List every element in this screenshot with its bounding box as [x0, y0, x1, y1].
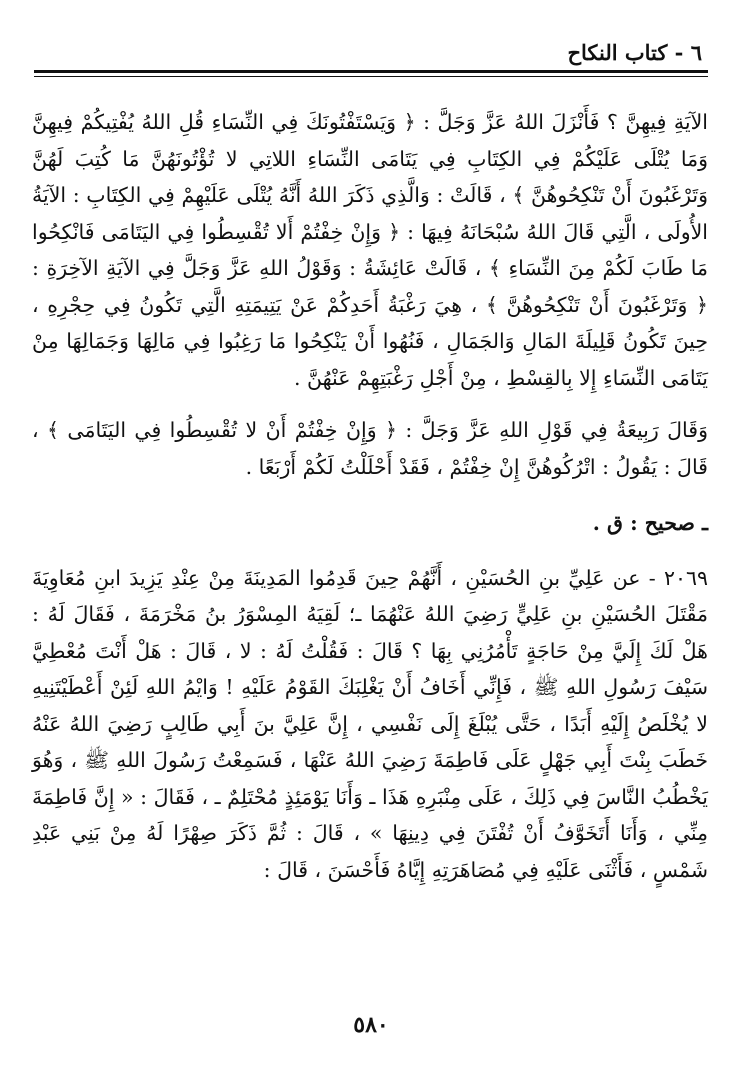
- grading-note: ـ صحيح : ق .: [592, 511, 708, 535]
- body-text: [32, 104, 708, 888]
- header-rule-thick: [34, 70, 708, 73]
- paragraph-rabia: وَقَالَ رَبِيعَةُ فِي قَوْلِ اللهِ عَزَّ وَجَلَّ : ﴿ وَإِنْ خِفْتُمْ أَنْ لا تُقْسِطُوا فِي اليَتَامَى ﴾ ، قَالَ : يَقُولُ : اتْرُكُوهُنَّ إِنْ خِفْتُمْ ، فَقَدْ أَحْلَلْتُ لَكُمْ أَرْبَعًا .: [32, 418, 708, 479]
- running-head: ٦ - كتاب النكاح: [567, 40, 702, 65]
- page-number: ٥٨٠: [353, 1012, 389, 1038]
- hadith-2069: ٢٠٦٩ - عن عَلِيِّ بنِ الحُسَيْنِ ، أَنَّهُمْ حِينَ قَدِمُوا المَدِينَةَ مِنْ عِنْدِ يَزِيدَ ابنِ مُعَاوِيَةَ مَقْتَلَ الحُسَيْنِ بنِ عَلِيٍّ رَضِيَ اللهُ عَنْهُمَا ـ؛ لَقِيَهُ المِسْوَرُ بنُ مَخْرَمَةَ ، فَقَالَ لَهُ : هَلْ لَكَ إِلَيَّ مِنْ حَاجَةٍ تَأْمُرُنِي بِهَا ؟ قَالَ : فَقُلْتُ لَهُ : لا ، قَالَ : هَلْ أَنْتَ مُعْطِيَّ سَيْفَ رَسُولِ اللهِ ﷺ ، فَإِنِّي أَخَافُ أَنْ يَغْلِبَكَ القَوْمُ عَلَيْهِ ! وَايْمُ اللهِ لَئِنْ أَعْطَيْتَنِيهِ لا يُخْلَصُ إِلَيْهِ أَبَدًا ، حَتَّى يُبْلَغَ إِلَى نَفْسِي ، إِنَّ عَلِيَّ بنَ أَبِي طَالِبٍ رَضِيَ اللهُ عَنْهُ خَطَبَ بِنْتَ أَبِي جَهْلٍ عَلَى فَاطِمَةَ رَضِيَ اللهُ عَنْهَا ، فَسَمِعْتُ رَسُولَ اللهِ ﷺ ، وَهُوَ يَخْطُبُ النَّاسَ فِي ذَلِكَ ، عَلَى مِنْبَرِهِ هَذَا ـ وَأَنَا يَوْمَئِذٍ مُحْتَلِمٌ ـ ، فَقَالَ : « إِنَّ فَاطِمَةَ مِنِّي ، وَأَنَا أَتَخَوَّفُ أَنْ تُفْتَنَ فِي دِينِهَا » ، قَالَ : ثُمَّ ذَكَرَ صِهْرًا لَهُ مِنْ بَنِي عَبْدِ شَمْسٍ ، فَأَثْنَى عَلَيْهِ فِي مُصَاهَرَتِهِ إِيَّاهُ فَأَحْسَنَ ، قَالَ :: [32, 565, 708, 882]
- header-rule-thin: [34, 76, 708, 77]
- paragraph-tafsir-aisha: الآيَةِ فِيهِنَّ ؟ فَأَنْزَلَ اللهُ عَزَّ وَجَلَّ : ﴿ وَيَسْتَفْتُونَكَ فِي النِّسَاءِ قُلِ اللهُ يُفْتِيكُمْ فِيهِنَّ وَمَا يُتْلَى عَلَيْكُمْ فِي الكِتَابِ فِي يَتَامَى النِّسَاءِ اللاتِي لا تُؤْتُونَهُنَّ مَا كُتِبَ لَهُنَّ وَتَرْغَبُونَ أَنْ تَنْكِحُوهُنَّ ﴾ ، قَالَتْ : وَالَّذِي ذَكَرَ اللهُ أَنَّهُ يُتْلَى عَلَيْهِمْ فِي الكِتَابِ : الآيَةُ الأُولَى ، الَّتِي قَالَ اللهُ سُبْحَانَهُ فِيهَا : ﴿ وَإِنْ خِفْتُمْ أَلا تُقْسِطُوا فِي اليَتَامَى فَانْكِحُوا مَا طَابَ لَكُمْ مِنَ النِّسَاءِ ﴾ ، قَالَتْ عَائِشَةُ : وَقَوْلُ اللهِ عَزَّ وَجَلَّ فِي الآيَةِ الآخِرَةِ : ﴿ وَتَرْغَبُونَ أَنْ تَنْكِحُوهُنَّ ﴾ ، هِيَ رَغْبَةُ أَحَدِكُمْ عَنْ يَتِيمَتِهِ الَّتِي تَكُونُ فِي حِجْرِهِ ، حِينَ تَكُونُ قَلِيلَةَ المَالِ وَالجَمَالِ ، فَنُهُوا أَنْ يَنْكِحُوا مَا رَغِبُوا فِي مَالِهَا وَجَمَالِهَا مِنْ يَتَامَى النِّسَاءِ إِلا بِالقِسْطِ ، مِنْ أَجْلِ رَغْبَتِهِمْ عَنْهُنَّ .: [32, 110, 708, 390]
